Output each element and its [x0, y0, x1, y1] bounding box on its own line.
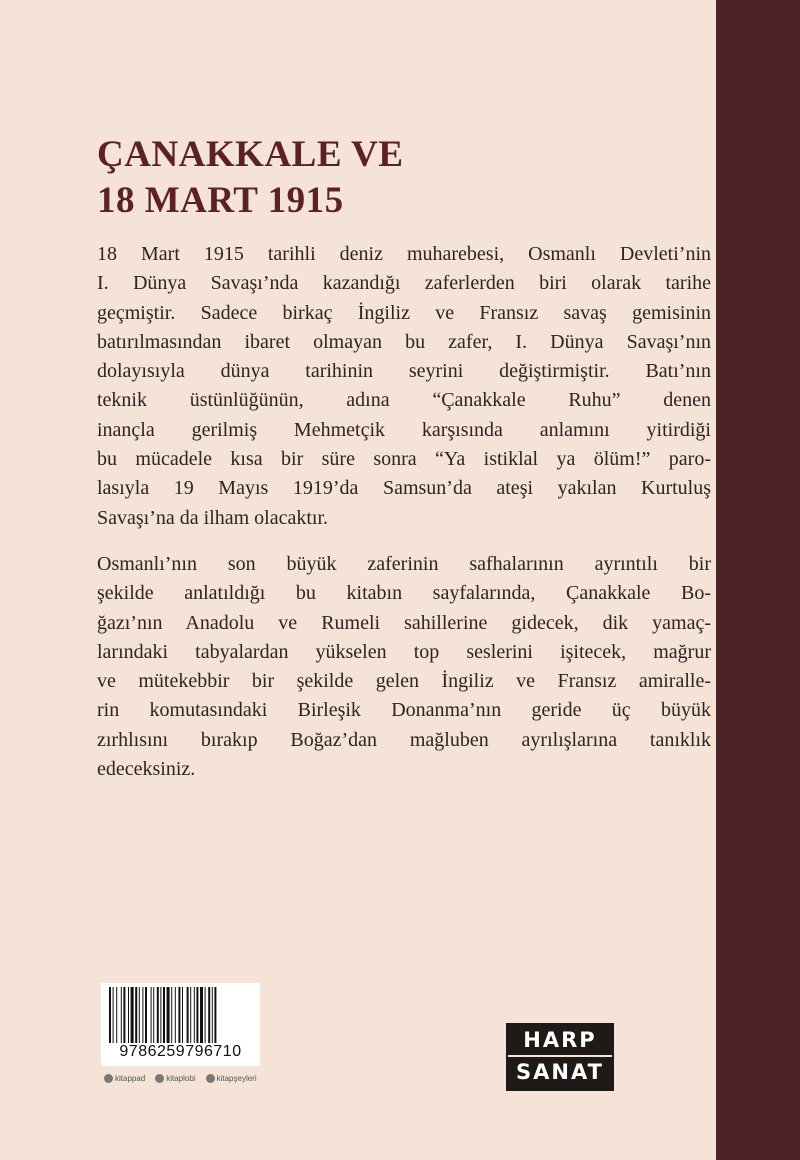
barcode-bar: [145, 987, 147, 1043]
barcode-bar: [214, 987, 216, 1043]
retailer-mark-icon: [206, 1074, 215, 1083]
barcode-bar: [160, 987, 161, 1043]
retailer-logo: [206, 1074, 257, 1083]
text-line: teknik üstünlüğünün, adına “Çanakkale Ruhu” denen: [97, 389, 711, 412]
barcode-bar: [171, 987, 172, 1043]
barcode-bars-graphic: [109, 987, 252, 1043]
retailer-logo: [155, 1074, 195, 1083]
text-line: 18 Mart 1915 tarihli deniz muharebesi, Osmanlı Devleti’nin: [97, 243, 711, 265]
barcode-bar: [205, 987, 206, 1043]
text-line: larındaki tabyalardan yükselen top seslerini işitecek, mağrur: [97, 640, 711, 663]
barcode-bar: [153, 987, 154, 1043]
barcode-bar: [190, 987, 191, 1043]
title-line-2: 18 MART 1915: [97, 180, 344, 221]
text-line: geçmiştir. Sadece birkaç İngiliz ve Fransız savaş gemisinin: [97, 301, 711, 324]
barcode-bar: [178, 987, 180, 1043]
retailer-mark-icon: [104, 1074, 113, 1083]
paragraph-gap: [97, 533, 711, 550]
barcode-bar: [142, 987, 143, 1043]
isbn-barcode: [101, 983, 260, 1066]
text-line: Savaşı’na da ilham olacaktır.: [97, 506, 329, 529]
text-line: ğazı’nın Anadolu ve Rumeli sahillerine gidecek, dik yamaç-: [97, 611, 711, 634]
barcode-bar: [194, 987, 195, 1043]
barcode-bar: [128, 987, 129, 1043]
text-line: ve mütekebbir bir şekilde gelen İngiliz ve Fransız amiralle-: [97, 670, 711, 693]
barcode-bar: [116, 987, 117, 1043]
retailer-logo: [104, 1074, 145, 1083]
publisher-line-1: HARP: [508, 1025, 612, 1057]
barcode-bar: [121, 987, 122, 1043]
spine-band: [716, 0, 800, 1160]
text-line: lasıyla 19 Mayıs 1919’da Samsun’da ateşi yakılan Kurtuluş: [97, 477, 711, 500]
text-line: Osmanlı’nın son büyük zaferinin safhalarının ayrıntılı bir: [97, 552, 711, 575]
text-line: zırhlısını bırakıp Boğaz’dan mağluben ayrılışlarına tanıklık: [97, 728, 711, 751]
text-line: dolayısıyla dünya tarihinin seyrini değiştirmiştir. Batı’nın: [97, 360, 711, 383]
barcode-bar: [208, 987, 210, 1043]
text-line: I. Dünya Savaşı’nda kazandığı zaferlerden biri olarak tarihe: [97, 272, 711, 295]
paragraph-1: [97, 240, 711, 533]
paragraph-2: [97, 550, 711, 784]
barcode-bar: [113, 987, 114, 1043]
barcode-bar: [163, 987, 165, 1043]
barcode-bar: [187, 987, 189, 1043]
barcode-bar: [182, 987, 183, 1043]
text-line: inançla gerilmiş Mehmetçik karşısında anlamını yitirdiği: [97, 418, 711, 441]
barcode-bar: [212, 987, 213, 1043]
text-line: batırılmasından ibaret olmayan bu zafer, I. Dünya Savaşı’nın: [97, 330, 711, 353]
barcode-bar: [135, 987, 137, 1043]
retailer-name: kitapşeyleri: [216, 1073, 257, 1083]
barcode-bar: [175, 987, 176, 1043]
barcode-bar: [196, 987, 198, 1043]
publisher-logo: [506, 1023, 614, 1091]
isbn-number: 9786259796710: [119, 1043, 242, 1060]
title-line-1: ÇANAKKALE VE: [97, 134, 404, 175]
retailer-mark-icon: [155, 1074, 164, 1083]
publisher-line-2: SANAT: [516, 1060, 604, 1084]
barcode-bar: [151, 987, 152, 1043]
book-title: [97, 132, 657, 224]
barcode-bar: [123, 987, 125, 1043]
barcode-bar: [109, 987, 111, 1043]
blurb: [97, 240, 711, 784]
barcode-bar: [139, 987, 140, 1043]
text-line: edeceksiniz.: [97, 758, 196, 781]
barcode-bar: [131, 987, 134, 1043]
text-line: şekilde anlatıldığı bu kitabın sayfalarında, Çanakkale Bo-: [97, 582, 711, 605]
barcode-bar: [167, 987, 170, 1043]
barcode-bar: [157, 987, 159, 1043]
text-line: rin komutasındaki Birleşik Donanma’nın geride üç büyük: [97, 699, 711, 722]
barcode-bar: [200, 987, 203, 1043]
retailer-name: kitappad: [115, 1073, 146, 1083]
text-line: bu mücadele kısa bir süre sonra “Ya istiklal ya ölüm!” paro-: [97, 448, 711, 471]
retailer-name: kitaplobi: [166, 1073, 196, 1083]
retailer-logos: [104, 1071, 274, 1085]
